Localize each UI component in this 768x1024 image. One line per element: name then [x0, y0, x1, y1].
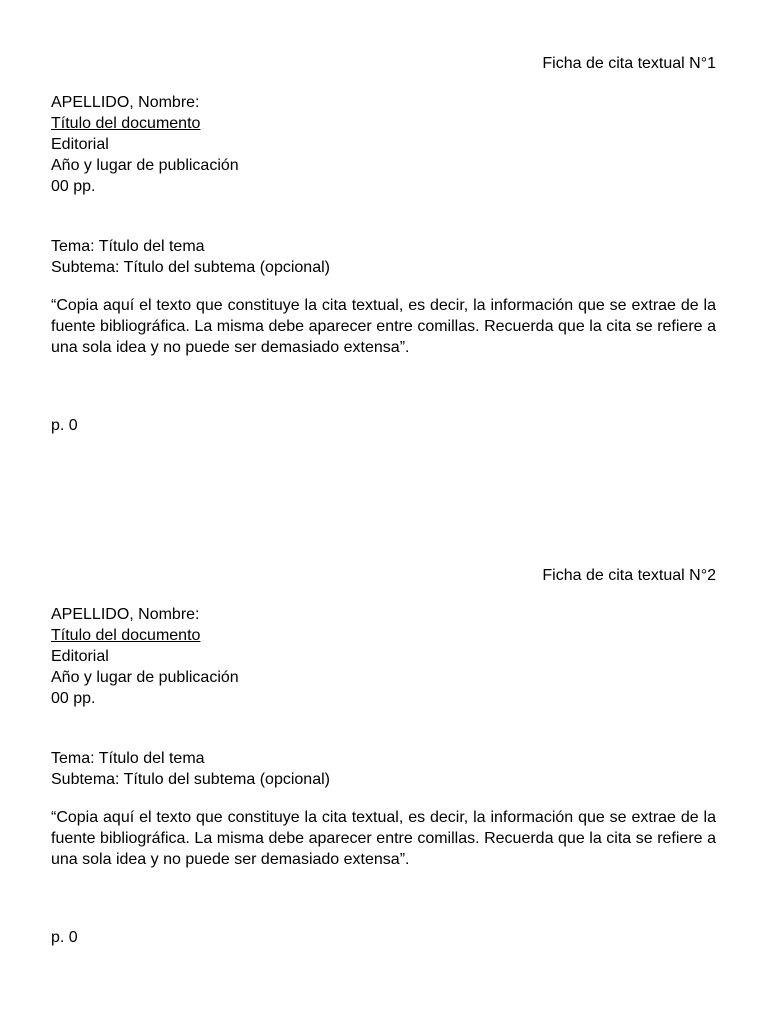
bibliographic-reference — [51, 92, 716, 197]
card-heading: Ficha de cita textual N°1 — [542, 55, 716, 72]
quote-text: “Copia aquí el texto que constituye la cita textual, es decir, la información que se extrae de la fuente bibliográfica. La misma debe aparecer entre comillas. Recuerda que la cita se refiere a una sola idea y no puede ser demasiado extensa”. — [51, 297, 716, 356]
citation-card-1 — [51, 53, 716, 434]
publisher-line: Editorial — [51, 648, 109, 665]
card-heading: Ficha de cita textual N°2 — [542, 567, 716, 584]
citation-card-2 — [51, 565, 716, 946]
pages-line: 00 pp. — [51, 178, 96, 195]
subtopic-line: Subtema: Título del subtema (opcional) — [51, 259, 330, 276]
year-place-line: Año y lugar de publicación — [51, 157, 239, 174]
page-reference: p. 0 — [51, 929, 78, 946]
document-title-line: Título del documento — [51, 115, 201, 132]
author-line: APELLIDO, Nombre: — [51, 94, 200, 111]
bibliographic-reference — [51, 604, 716, 709]
publisher-line: Editorial — [51, 136, 109, 153]
topic-line: Tema: Título del tema — [51, 238, 205, 255]
topic-block — [51, 236, 716, 278]
author-line: APELLIDO, Nombre: — [51, 606, 200, 623]
subtopic-line: Subtema: Título del subtema (opcional) — [51, 771, 330, 788]
document-title-line: Título del documento — [51, 627, 201, 644]
topic-block — [51, 748, 716, 790]
topic-line: Tema: Título del tema — [51, 750, 205, 767]
page-reference: p. 0 — [51, 417, 78, 434]
pages-line: 00 pp. — [51, 690, 96, 707]
year-place-line: Año y lugar de publicación — [51, 669, 239, 686]
quote-text: “Copia aquí el texto que constituye la cita textual, es decir, la información que se extrae de la fuente bibliográfica. La misma debe aparecer entre comillas. Recuerda que la cita se refiere a una sola idea y no puede ser demasiado extensa”. — [51, 809, 716, 868]
